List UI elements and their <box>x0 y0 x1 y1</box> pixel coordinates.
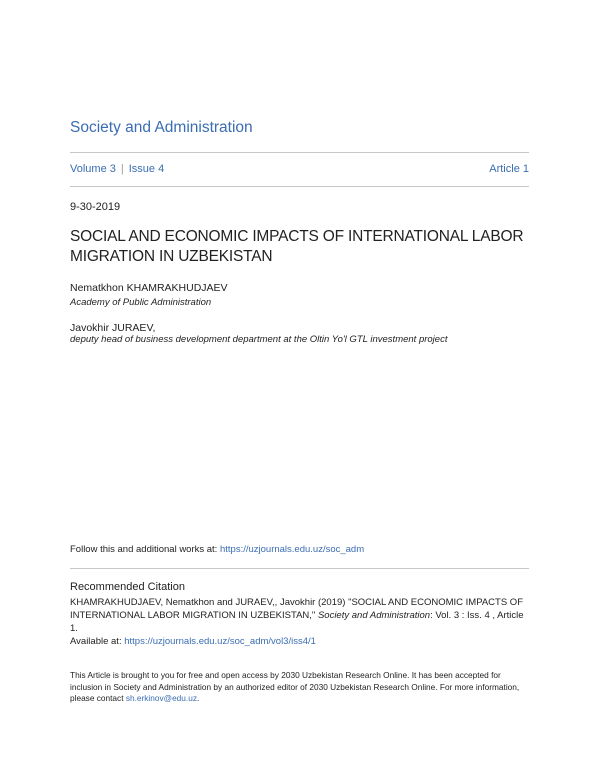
author-name: Nematkhon KHAMRAKHUDJAEV <box>70 282 228 294</box>
recommended-citation-heading: Recommended Citation <box>70 581 185 593</box>
open-access-notice <box>70 670 529 705</box>
contact-email-link[interactable]: sh.erkinov@edu.uz <box>125 693 197 703</box>
author-name: Javokhir JURAEV, <box>70 322 156 334</box>
notice-end: . <box>196 693 200 703</box>
volume-link[interactable]: Volume 3 <box>70 163 116 175</box>
follow-line <box>70 544 364 555</box>
journal-title-link[interactable]: Society and Administration <box>70 119 253 136</box>
author-affiliation: deputy head of business development department at the Oltin Yo'l GTL investment project <box>70 334 448 345</box>
publication-date: 9-30-2019 <box>70 201 121 213</box>
article-link[interactable]: Article 1 <box>489 163 529 175</box>
divider-issue <box>70 186 529 187</box>
follow-text: Follow this and additional works at: <box>70 544 218 555</box>
citation-volume: : Vol. 3 : Iss. 4 , Article 1. <box>70 610 524 634</box>
issue-bar <box>70 163 529 175</box>
issue-link[interactable]: Issue 4 <box>128 163 165 175</box>
citation-journal: Society and Administration <box>317 610 431 621</box>
citation-authors-title: KHAMRAKHUDJAEV, Nematkhon and JURAEV,, Javokhir (2019) "SOCIAL AND ECONOMIC IMPACTS OF INTERNATIONAL LABOR MIGRATION IN UZBEKISTAN," <box>70 597 523 621</box>
available-label: Available at: <box>70 636 122 647</box>
author-affiliation: Academy of Public Administration <box>70 297 212 308</box>
divider-citation <box>70 568 529 569</box>
follow-link[interactable]: https://uzjournals.edu.uz/soc_adm <box>219 544 365 555</box>
divider-top <box>70 152 529 153</box>
article-title: SOCIAL AND ECONOMIC IMPACTS OF INTERNATIONAL LABOR MIGRATION IN UZBEKISTAN <box>70 228 524 265</box>
citation-text <box>70 596 529 635</box>
available-at <box>70 636 316 647</box>
available-link[interactable]: https://uzjournals.edu.uz/soc_adm/vol3/iss4/1 <box>124 636 316 647</box>
notice-text: This Article is brought to you for free and open access by 2030 Uzbekistan Research Online. It has been accepted for inclusion in Society and Administration by an authorized editor of 2030 Uzbekistan Research Online. For more information, please contact <box>70 670 520 703</box>
issue-separator: | <box>120 163 124 175</box>
